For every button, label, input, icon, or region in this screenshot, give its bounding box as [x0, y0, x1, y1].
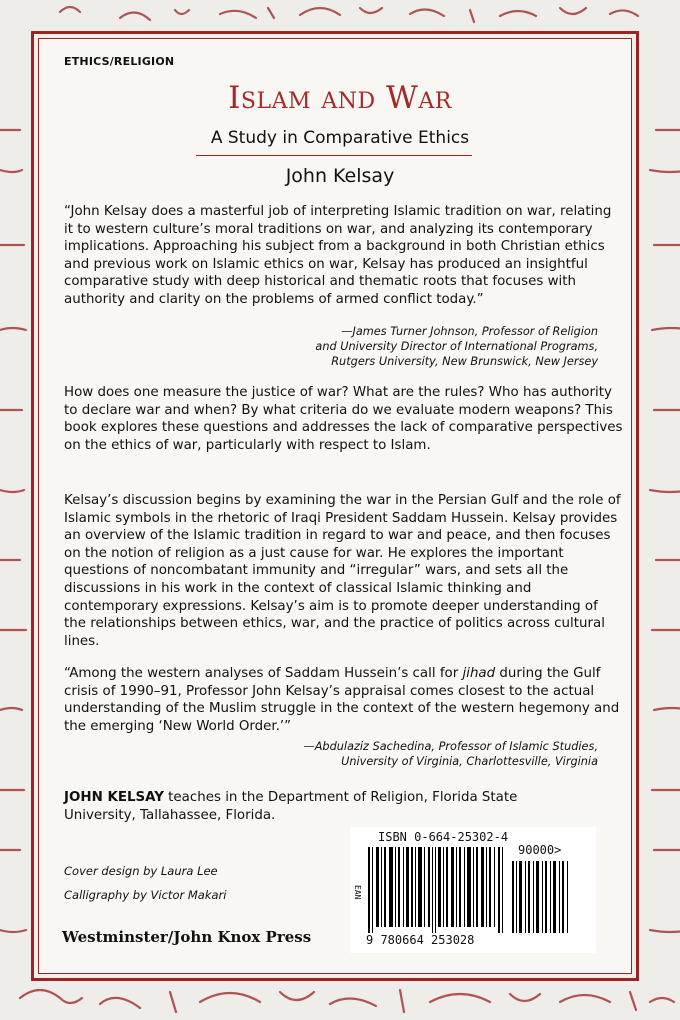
- endorsement-attribution-1: [178, 324, 598, 369]
- author-bio-name: JOHN KELSAY: [64, 790, 164, 805]
- author-bio: [64, 789, 564, 824]
- ean-label: EAN: [353, 885, 362, 900]
- attribution-1-line-2: and University Director of International Programs,: [315, 340, 598, 353]
- endorsement-quote-2: [64, 665, 624, 735]
- price-code: 90000>: [518, 843, 562, 857]
- attribution-2-line-2: University of Virginia, Charlottesville, Virginia: [341, 755, 598, 768]
- price-barcode-bars: [512, 861, 572, 933]
- calligraphy-credit: Calligraphy by Victor Makari: [64, 888, 227, 902]
- attribution-2-line-1: —Abdulaziz Sachedina, Professor of Islamic Studies,: [303, 740, 598, 753]
- endorsement-attribution-2: [178, 739, 598, 769]
- description-paragraph-2: Kelsay’s discussion begins by examining the war in the Persian Gulf and the role of Islamic symbols in the rhetoric of Iraqi President Saddam Hussein. Kelsay provides an overview of the Islamic tradition in regard to war and peace, and then focuses on the notion of religion as a just cause for war. He explores the important questions of noncombatant immunity and “irregular” wars, and sets all the discussions in his work in the context of classical Islamic thinking and contemporary expressions. Kelsay’s aim is to promote deeper understanding of the relationships between ethics, war, and the practice of politics across cultural lines.: [64, 493, 621, 649]
- publisher-name: Westminster/John Knox Press: [62, 928, 312, 946]
- endorsement-quote-1: “John Kelsay does a masterful job of interpreting Islamic tradition on war, relating it to western culture’s moral traditions on war, and analyzing its contemporary implications. Approaching his subject from a background in both Christian ethics and previous work on Islamic ethics on war, Kelsay has produced an insightful comparative study with deep historical and thematic roots that focuses with authority and clarity on the problems of armed conflict today.”: [64, 204, 612, 307]
- book-title: Islam and War: [228, 80, 452, 116]
- barcode-digits: 9 780664 253028: [366, 933, 475, 947]
- description-paragraph-1: How does one measure the justice of war? What are the rules? Who has authority to declare war and when? By what criteria do we evaluate modern weapons? This book explores these questions and addresses the lack of comparative perspectives on the ethics of war, particularly with respect to Islam.: [64, 385, 623, 453]
- quote-2-after: during the Gulf crisis of 1990–91, Professor John Kelsay’s appraisal comes closest to the actual understanding of the Muslim struggle in the context of the western hegemony and the emerging ‘New World Order.’”: [64, 666, 620, 734]
- cover-design-credit: Cover design by Laura Lee: [64, 864, 218, 878]
- attribution-1-line-1: —James Turner Johnson, Professor of Religion: [341, 325, 598, 338]
- isbn-barcode: [350, 827, 596, 953]
- category-label: ETHICS/RELIGION: [64, 55, 175, 68]
- isbn-number: ISBN 0-664-25302-4: [378, 830, 509, 844]
- attribution-1-line-3: Rutgers University, New Brunswick, New Jersey: [331, 355, 598, 368]
- calligraphy-bottom-decoration: [0, 978, 680, 1020]
- quote-2-jihad: jihad: [462, 666, 496, 681]
- book-subtitle: A Study in Comparative Ethics: [210, 128, 470, 148]
- author-bio-text: teaches in the Department of Religion, Florida State University, Tallahassee, Florida.: [64, 790, 518, 823]
- title-divider: [196, 155, 472, 156]
- book-author: John Kelsay: [285, 165, 395, 187]
- quote-2-before: “Among the western analyses of Saddam Hussein’s call for: [64, 666, 463, 681]
- ean-barcode-bars: [368, 847, 504, 933]
